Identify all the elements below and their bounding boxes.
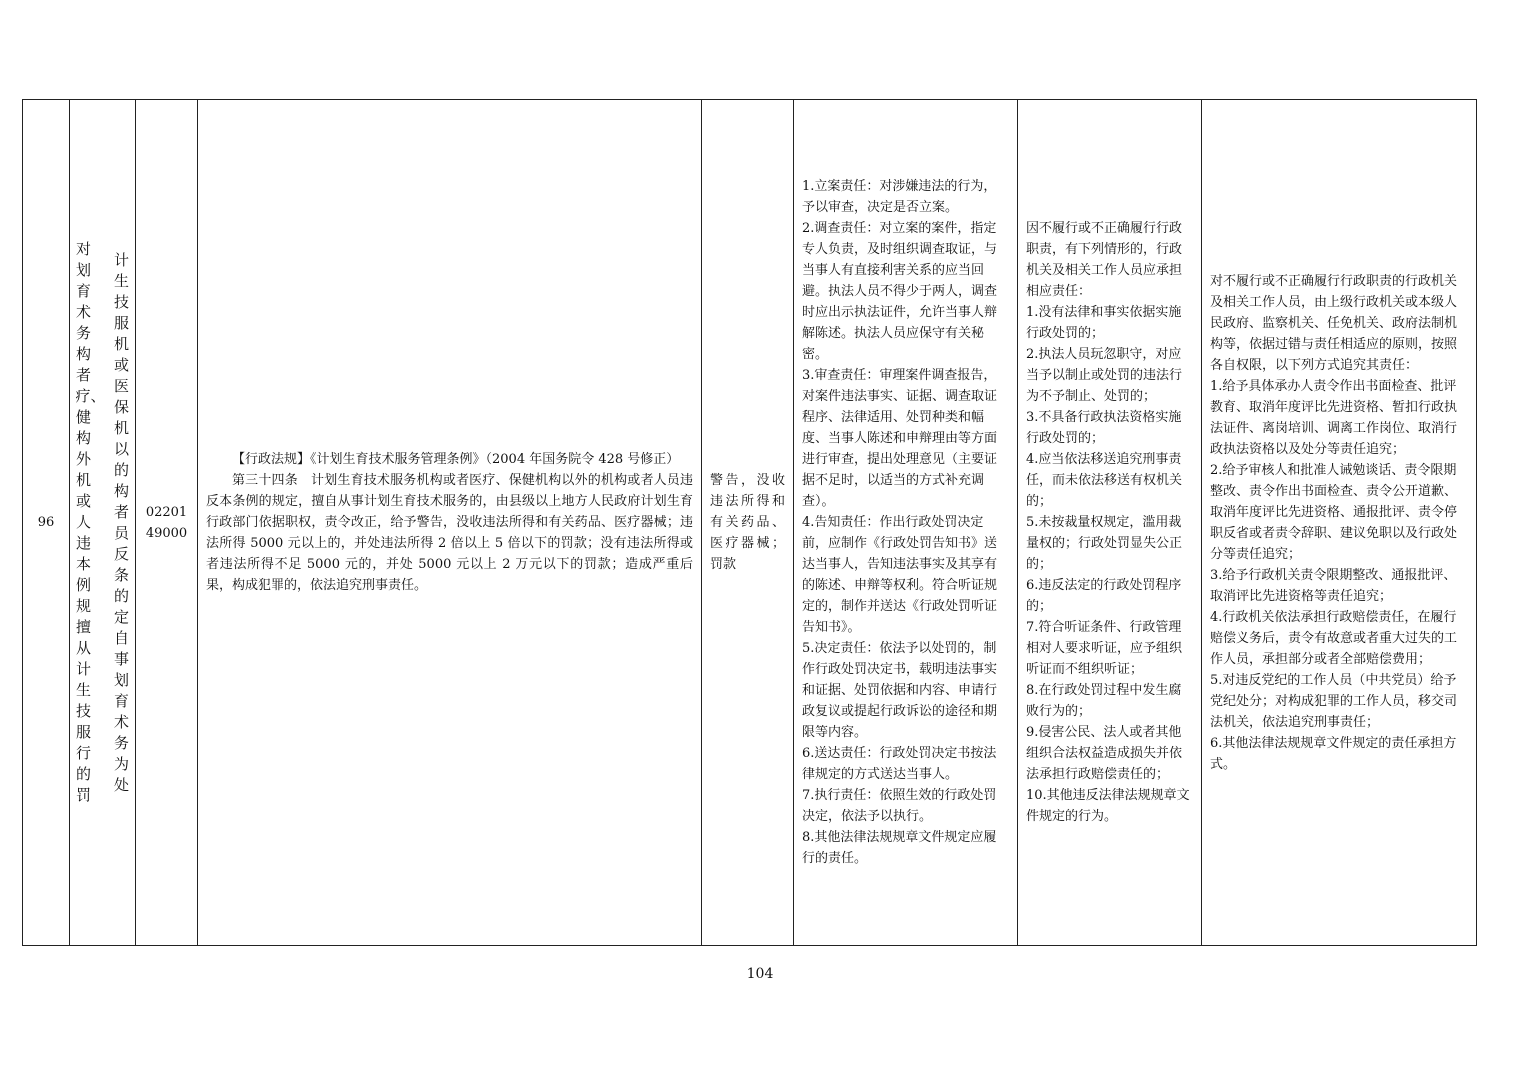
accountability-item: 4.行政机关依法承担行政赔偿责任，在履行赔偿义务后，责令有故意或者重大过失的工作人员，承担部分或者全部赔偿费用； xyxy=(1210,609,1458,667)
responsibility-item: 6.送达责任：行政处罚决定书按法律规定的方式送达当事人。 xyxy=(802,746,997,782)
item-name-left-column: 对划育术务构者疗、健构外机或人违本例规擅从计生技服行的罚 xyxy=(75,240,106,804)
responsibility-item: 2.调查责任：对立案的案件，指定专人负责，及时组织调查取证，与当事人有直接利害关系的应当回避。执法人员不得少于两人，调查时应出示执法证件，允许当事人辩解陈述。执法人员应保守有关秘密。 xyxy=(802,221,998,362)
accountability-item: 6.其他法律法规规章文件规定的责任承担方式。 xyxy=(1210,735,1457,772)
accountability-item: 1.给予具体承办人责令作出书面检查、批评教育、取消年度评比先进资格、暂扣行政执法证件、离岗培训、调离工作岗位、取消行政执法资格以及处分等责任追究； xyxy=(1210,378,1458,457)
liability-item: 3.不具备行政执法资格实施行政处罚的； xyxy=(1026,410,1182,446)
liability-item: 8.在行政处罚过程中发生腐败行为的； xyxy=(1026,683,1182,719)
liability-item: 7.符合听证条件、行政管理相对人要求听证，应予组织听证而不组织听证； xyxy=(1026,620,1183,677)
legal-basis-article: 第三十四条 计划生育技术服务机构或者医疗、保健机构以外的机构或者人员违反本条例的规定，擅自从事计划生育技术服务的，由县级以上地方人民政府计划生育行政部门依据职权，责令改正，给予警告，没收违法所得和有关药品、医疗器械；违法所得 5000 元以上的，并处违法所得 2 倍以上 5 倍以下的罚款；没有违法所得或者违法所得不足 5000 元的，并处 5000 元以上 2 万元以下的罚款；造成严重后果，构成犯罪的，依法追究刑事责任。 xyxy=(206,473,693,593)
responsibility-cell xyxy=(794,100,1018,946)
legal-basis-heading: 【行政法规】《计划生育技术服务管理条例》（2004 年国务院令 428 号修正） xyxy=(232,452,680,467)
item-name-cell xyxy=(70,100,136,946)
accountability-item: 3.给予行政机关责令限期整改、通报批评、取消评比先进资格等责任追究； xyxy=(1210,567,1457,604)
table-row xyxy=(23,100,1477,946)
page-number: 104 xyxy=(746,966,774,982)
accountability-intro: 对不履行或不正确履行行政职责的行政机关及相关工作人员，由上级行政机关或本级人民政府、监察机关、任免机关、政府法制机构等，依据过错与责任相适应的原则，按照各自权限，以下列方式追究其责任： xyxy=(1210,273,1458,373)
responsibility-item: 3.审查责任：审理案件调查报告，对案件违法事实、证据、调查取证程序、法律适用、处罚种类和幅度、当事人陈述和申辩理由等方面进行审查，提出处理意见（主要证据不足时，以适当的方式补充调查）。 xyxy=(802,368,998,509)
power-list-table xyxy=(22,99,1477,946)
liability-item: 1.没有法律和事实依据实施行政处罚的； xyxy=(1026,305,1182,341)
liability-item: 9.侵害公民、法人或者其他组织合法权益造成损失并依法承担行政赔偿责任的； xyxy=(1026,725,1183,782)
responsibility-item: 5.决定责任：依法予以处罚的，制作行政处罚决定书，载明违法事实和证据、处罚依据和内容、申请行政复议或提起行政诉讼的途径和期限等内容。 xyxy=(802,641,998,740)
liability-item: 2.执法人员玩忽职守，对应当予以制止或处罚的违法行为不予制止、处罚的； xyxy=(1026,347,1183,404)
accountability-item: 2.给予审核人和批准人诫勉谈话、责令限期整改、责令作出书面检查、责令公开道歉、取消年度评比先进资格、通报批评、责令停职反省或者责令辞职、建议免职以及行政处分等责任追究； xyxy=(1210,462,1458,562)
item-code xyxy=(136,100,198,946)
responsibility-item: 8.其他法律法规规章文件规定应履行的责任。 xyxy=(802,830,997,866)
responsibility-item: 7.执行责任：依照生效的行政处罚决定，依法予以执行。 xyxy=(802,788,997,824)
row-number: 96 xyxy=(23,100,70,946)
accountability-cell xyxy=(1202,100,1477,946)
accountability-item: 5.对违反党纪的工作人员（中共党员）给予党纪处分；对构成犯罪的工作人员，移交司法机关，依法追究刑事责任； xyxy=(1210,672,1458,730)
responsibility-item: 1.立案责任：对涉嫌违法的行为，予以审查，决定是否立案。 xyxy=(802,179,997,215)
item-code-line-2: 49000 xyxy=(145,525,188,541)
legal-basis-cell xyxy=(198,100,702,946)
penalty-type: 警告，没收违法所得和有关药品、医疗器械；罚款 xyxy=(702,100,794,946)
liability-item: 5.未按裁量权规定，滥用裁量权的；行政处罚显失公正的； xyxy=(1026,515,1183,572)
item-name-right-column: 计生技服机或医保机以的构者员反条的定自事划育术务为处 xyxy=(113,250,129,794)
item-code-line-1: 02201 xyxy=(145,504,188,520)
liability-item: 4.应当依法移送追究刑事责任，而未依法移送有权机关的； xyxy=(1026,452,1183,509)
liability-intro: 因不履行或不正确履行行政职责，有下列情形的，行政机关及相关工作人员应承担相应责任： xyxy=(1026,221,1183,299)
responsibility-item: 4.告知责任：作出行政处罚决定前，应制作《行政处罚告知书》送达当事人，告知违法事实及其享有的陈述、申辩等权利。符合听证规定的，制作并送达《行政处罚听证告知书》。 xyxy=(802,515,998,635)
liability-item: 10.其他违反法律法规规章文件规定的行为。 xyxy=(1026,788,1190,824)
liability-item: 6.违反法定的行政处罚程序的； xyxy=(1026,578,1182,614)
liability-conditions-cell xyxy=(1018,100,1202,946)
